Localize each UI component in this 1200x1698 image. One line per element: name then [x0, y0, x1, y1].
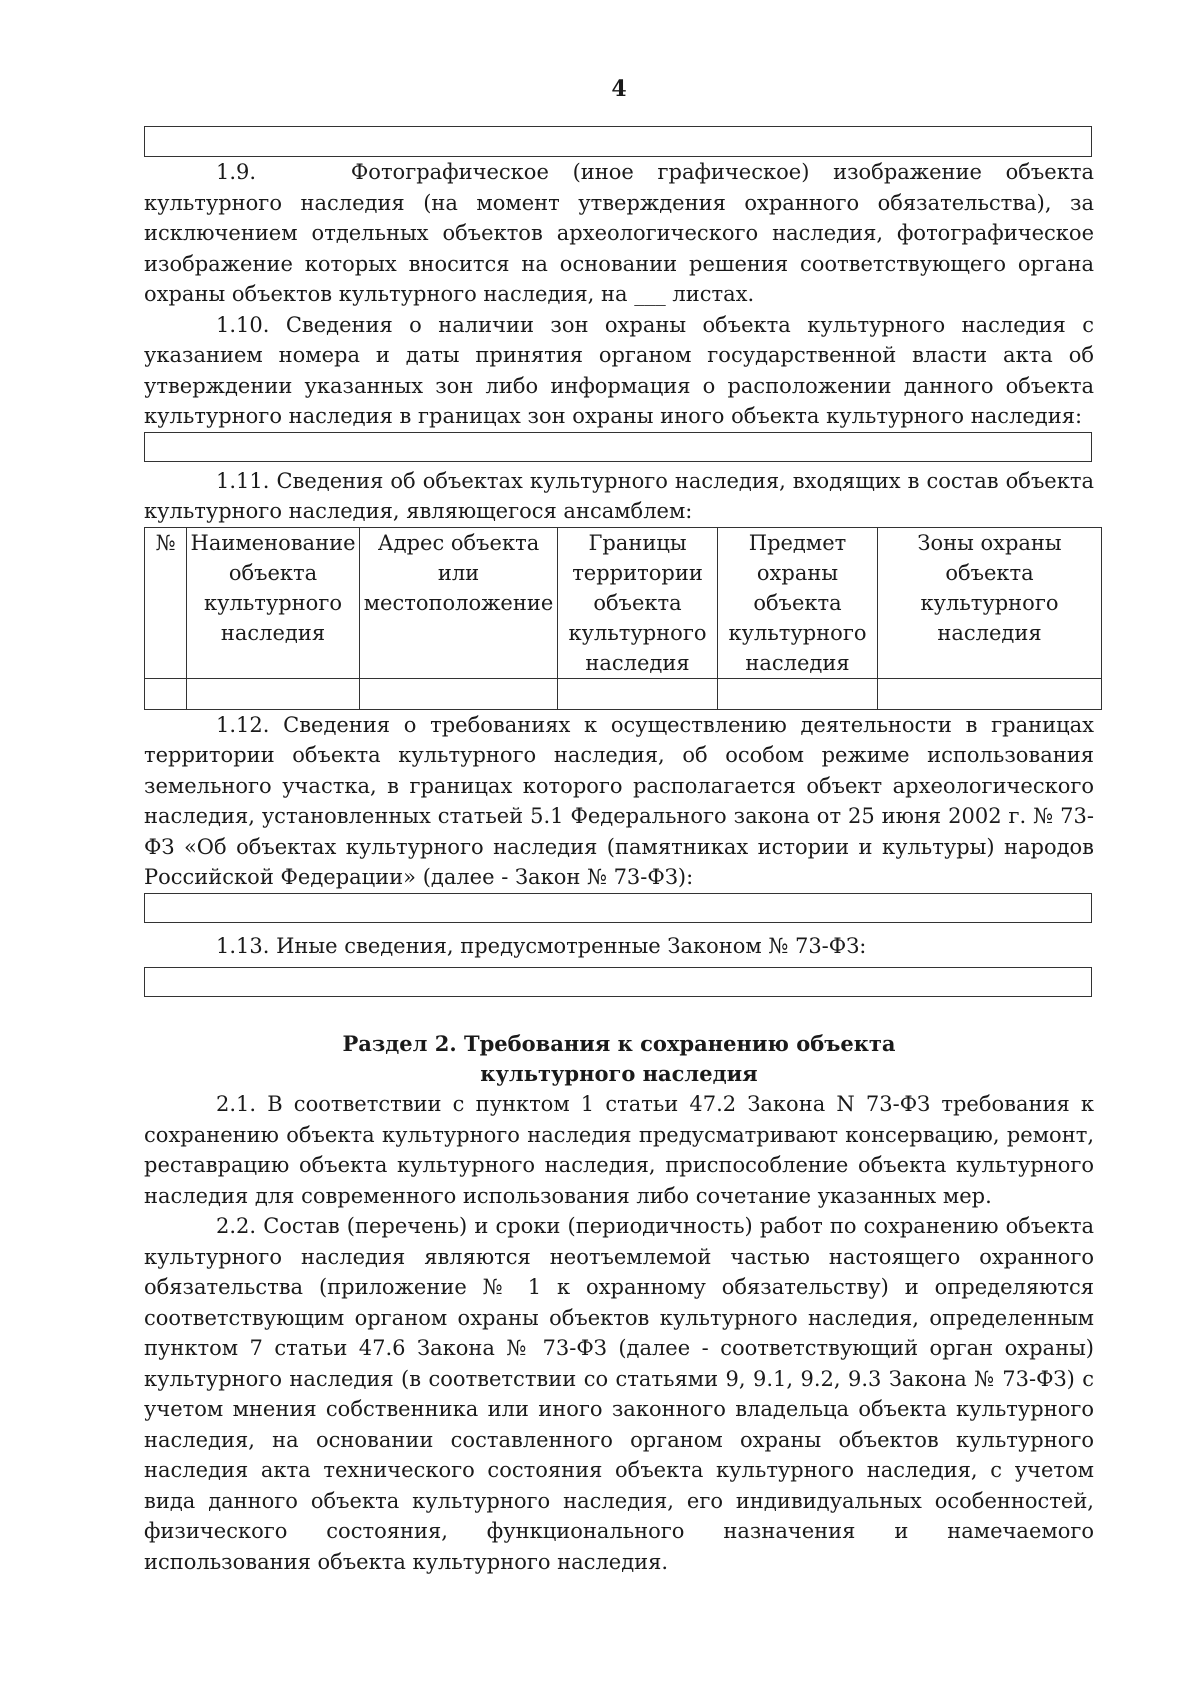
table-header-row [145, 527, 1102, 678]
table-cell[interactable] [145, 678, 187, 709]
column-header: № [145, 527, 187, 678]
table-cell[interactable] [878, 678, 1102, 709]
table-cell[interactable] [558, 678, 718, 709]
paragraph-2-1: 2.1. В соответствии с пунктом 1 статьи 47.2 Закона N 73-ФЗ требования к сохранению объекта культурного наследия предусматривают консервацию, ремонт, реставрацию объекта культурного наследия, приспособление объекта культурного наследия для современного использования либо сочетание указанных мер. [144, 1092, 1094, 1208]
paragraph-2-2: 2.2. Состав (перечень) и сроки (периодичность) работ по сохранению объекта культурного наследия являются неотъемлемой частью настоящего охранного обязательства (приложение № 1 к охранному обязательству) и определяются соответствующим органом охраны объектов культурного наследия, определенным пунктом 7 статьи 47.6 Закона № 73-ФЗ (далее - соответствующий орган охраны) культурного наследия (в соответствии со статьями 9, 9.1, 9.2, 9.3 Закона № 73-ФЗ) с учетом мнения собственника или иного законного владельца объекта культурного наследия, на основании составленного органом охраны объектов культурного наследия акта технического состояния объекта культурного наследия, с учетом вида данного объекта культурного наследия, его индивидуальных особенностей, физического состояния, функционального назначения и намечаемого использования объекта культурного наследия. [144, 1214, 1094, 1574]
document-page [144, 0, 1094, 1698]
requirements-field-box[interactable] [144, 893, 1092, 923]
table-row [145, 678, 1102, 709]
section-heading-line: Раздел 2. Требования к сохранению объекта [342, 1031, 896, 1056]
zones-field-box[interactable] [144, 432, 1092, 462]
page-number: 4 [611, 76, 627, 102]
column-header: Границы территории объекта культурного наследия [558, 527, 718, 678]
column-header: Наименование объекта культурного наследия [187, 527, 360, 678]
paragraph-1-12: 1.12. Сведения о требованиях к осуществлению деятельности в границах территории объекта культурного наследия, об особом режиме использования земельного участка, в границах которого располагается объект археологического наследия, установленных статьей 5.1 Федерального закона от 25 июня 2002 г. № 73-ФЗ «Об объектах культурного наследия (памятниках истории и культуры) народов Российской Федерации» (далее - Закон № 73-ФЗ): [144, 712, 1094, 889]
paragraph-1-10: 1.10. Сведения о наличии зон охраны объекта культурного наследия с указанием номера и даты принятия органом государственной власти акта об утверждении указанных зон либо информация о расположении данного объекта культурного наследия в границах зон охраны иного объекта культурного наследия: [144, 312, 1094, 428]
column-header: Предмет охраны объекта культурного наследия [718, 527, 878, 678]
other-info-field-box[interactable] [144, 967, 1092, 997]
column-header: Зоны охраны объекта культурного наследия [878, 527, 1102, 678]
paragraph-1-11: 1.11. Сведения об объектах культурного наследия, входящих в состав объекта культурного наследия, являющегося ансамблем: [144, 468, 1094, 523]
table-cell[interactable] [360, 678, 558, 709]
section-2-heading [144, 1029, 1094, 1089]
paragraph-1-9: 1.9. Фотографическое (иное графическое) изображение объекта культурного наследия (на момент утверждения охранного обязательства), за исключением отдельных объектов археологического наследия, фотографическое изображение которых вносится на основании решения соответствующего органа охраны объектов культурного наследия, на ___ листах. [144, 160, 1094, 306]
paragraph-1-13: 1.13. Иные сведения, предусмотренные Законом № 73-ФЗ: [216, 933, 867, 958]
ensemble-objects-table [144, 527, 1102, 710]
document-body [144, 126, 1094, 1577]
section-heading-line: культурного наследия [480, 1061, 758, 1086]
blank-field-box[interactable] [144, 126, 1092, 157]
column-header: Адрес объекта или местоположение [360, 527, 558, 678]
table-cell[interactable] [718, 678, 878, 709]
table-cell[interactable] [187, 678, 360, 709]
